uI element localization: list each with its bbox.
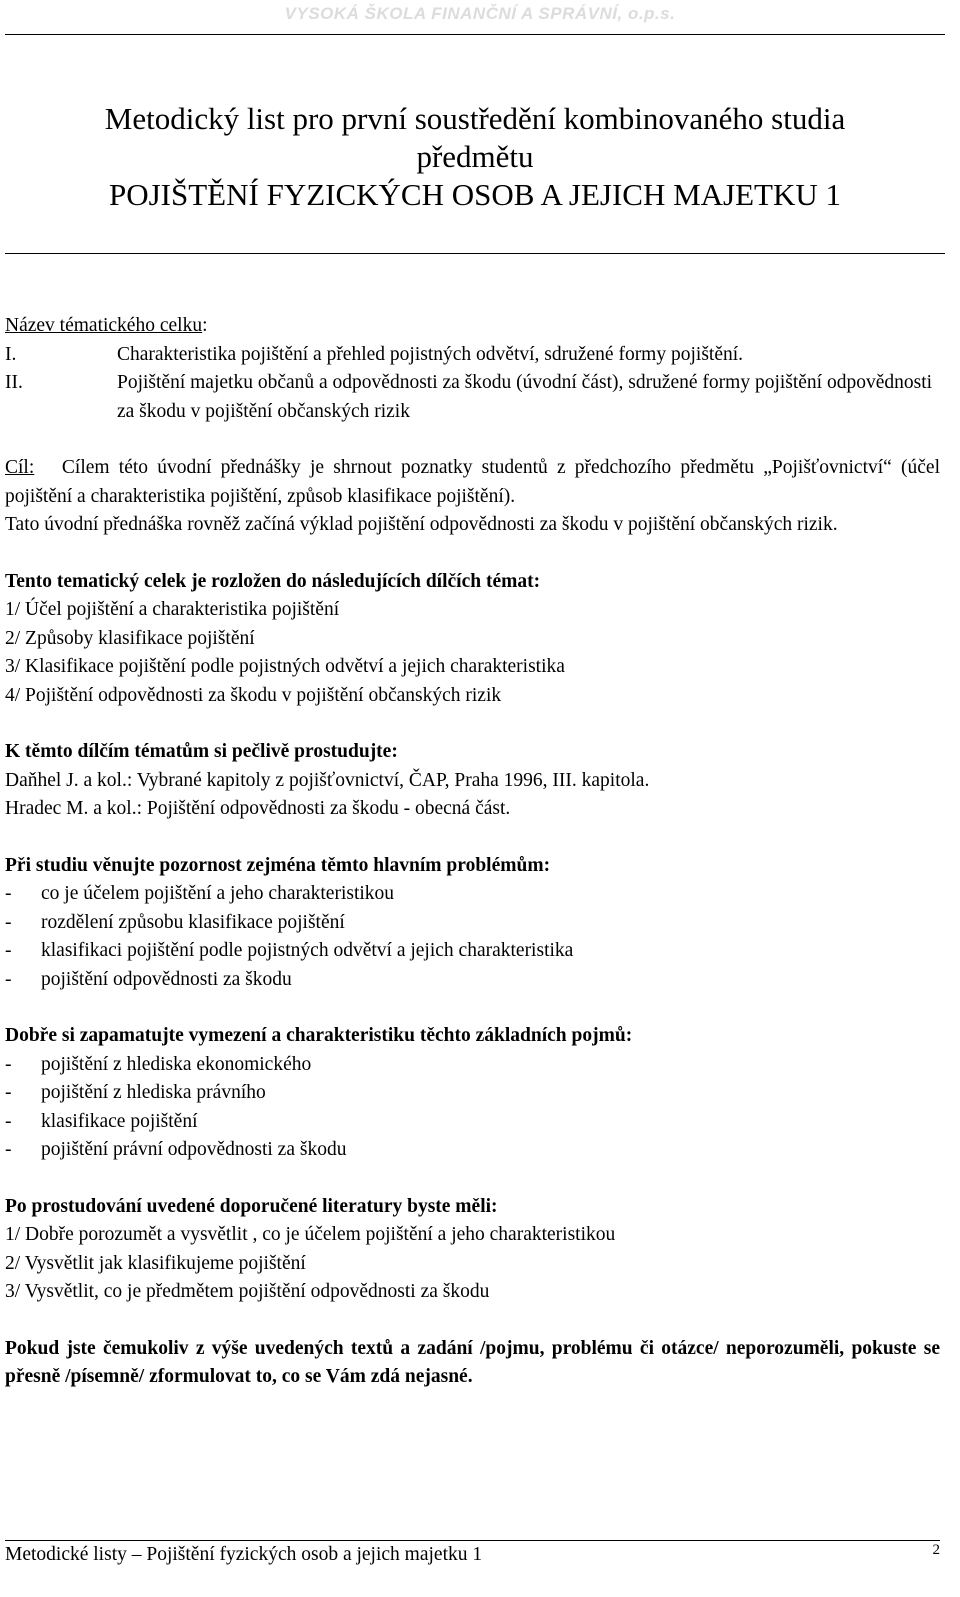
subtopics-heading: Tento tematický celek je rozložen do následujících dílčích témat: — [5, 570, 541, 592]
subtopic-item: 4/ Pojištění odpovědnosti za škodu v pojištění občanských rizik — [5, 684, 502, 706]
literature-item: Hradec M. a kol.: Pojištění odpovědnosti za škodu - obecná část. — [5, 798, 511, 819]
term-text: pojištění z hlediska ekonomického — [41, 1053, 312, 1075]
outcomes-heading: Po prostudování uvedené doporučené literatury byste měli: — [5, 1195, 498, 1217]
outcome-item: 3/ Vysvětlit, co je předmětem pojištění odpovědnosti za škodu — [5, 1281, 490, 1302]
dash-bullet: - — [5, 883, 12, 904]
topic-label: Název tématického celku — [5, 315, 203, 336]
outcome-item: 1/ Dobře porozumět a vysvětlit , co je účelem pojištění a jeho charakteristikou — [5, 1224, 616, 1245]
dash-bullet: - — [5, 940, 12, 961]
topic-colon: : — [202, 315, 208, 336]
terms-heading: Dobře si zapamatujte vymezení a charakteristiku těchto základních pojmů: — [5, 1025, 633, 1046]
closing-note: Pokud jste čemukoliv z výše uvedených textů a zadání /pojmu, problému či otázce/ neporozuměli, pokuste se přesně /písemně/ zformulovat to, co se Vám zdá nejasné. — [5, 1337, 940, 1387]
problem-item — [5, 937, 940, 966]
problem-text: co je účelem pojištění a jeho charakteristikou — [41, 883, 395, 904]
header-divider — [5, 34, 945, 35]
dash-bullet: - — [5, 1053, 12, 1075]
document-title — [5, 100, 945, 214]
goal-paragraph — [5, 454, 940, 511]
problem-text: klasifikaci pojištění podle pojistných odvětví a jejich charakteristika — [41, 940, 574, 961]
problem-item — [5, 880, 940, 909]
topic-item-text: Charakteristika pojištění a přehled pojistných odvětví, sdružené formy pojištění. — [117, 343, 744, 365]
topic-item-number: II. — [5, 372, 23, 393]
topic-item-text: Pojištění majetku občanů a odpovědnosti za škodu (úvodní část), sdružené formy pojištění odpovědnosti za škodu v pojištění občanských rizik — [117, 372, 933, 422]
literature-item: Daňhel J. a kol.: Vybrané kapitoly z pojišťovnictví, ČAP, Praha 1996, III. kapitola. — [5, 769, 650, 791]
problem-text: rozdělení způsobu klasifikace pojištění — [41, 911, 345, 933]
term-text: pojištění právní odpovědnosti za škodu — [41, 1139, 347, 1160]
term-item — [5, 1108, 940, 1137]
dash-bullet: - — [5, 1110, 12, 1132]
subtopic-item: 1/ Účel pojištění a charakteristika pojištění — [5, 599, 340, 620]
subtopic-item: 3/ Klasifikace pojištění podle pojistných odvětví a jejich charakteristika — [5, 656, 565, 677]
goal-label: Cíl: — [5, 457, 35, 478]
dash-bullet: - — [5, 968, 12, 990]
term-item — [5, 1051, 940, 1080]
study-heading: K těmto dílčím tématům si pečlivě prostudujte: — [5, 741, 398, 762]
problem-item — [5, 966, 940, 995]
title-line-1: Metodický list pro první soustředění kombinovaného studia — [104, 101, 846, 136]
topic-item-number: I. — [5, 343, 17, 365]
problem-text: pojištění odpovědnosti za škodu — [41, 968, 292, 990]
title-line-3: POJIŠTĚNÍ FYZICKÝCH OSOB A JEJICH MAJETKU 1 — [108, 177, 841, 212]
term-item — [5, 1079, 940, 1108]
term-text: klasifikace pojištění — [41, 1110, 198, 1132]
page-number: 2 — [932, 1542, 940, 1558]
term-text: pojištění z hlediska právního — [41, 1082, 266, 1103]
title-line-2: předmětu — [416, 139, 534, 174]
outcome-item: 2/ Vysvětlit jak klasifikujeme pojištění — [5, 1252, 306, 1274]
dash-bullet: - — [5, 1082, 12, 1103]
topic-heading — [5, 312, 940, 341]
footer-text: Metodické listy – Pojištění fyzických osob a jejich majetku 1 — [5, 1544, 483, 1565]
goal-text: Cílem této úvodní přednášky je shrnout poznatky studentů z předchozího předmětu „Pojišťovnictví“ (účel pojištění a charakteristika pojištění, způsob klasifikace pojištění). — [5, 457, 940, 507]
dash-bullet: - — [5, 1139, 12, 1160]
topic-item — [5, 369, 940, 426]
document-body — [5, 312, 940, 1392]
topic-item — [5, 341, 940, 370]
header-organization: VYSOKÁ ŠKOLA FINANČNÍ A SPRÁVNÍ, o.p.s. — [284, 4, 676, 23]
dash-bullet: - — [5, 911, 12, 933]
title-divider — [5, 253, 945, 254]
problem-item — [5, 909, 940, 938]
goal-paragraph-2: Tato úvodní přednáška rovněž začíná výklad pojištění odpovědnosti za škodu v pojištění občanských rizik. — [5, 514, 838, 535]
term-item — [5, 1136, 940, 1165]
subtopic-item: 2/ Způsoby klasifikace pojištění — [5, 627, 255, 649]
problems-heading: Při studiu věnujte pozornost zejména těmto hlavním problémům: — [5, 854, 551, 876]
